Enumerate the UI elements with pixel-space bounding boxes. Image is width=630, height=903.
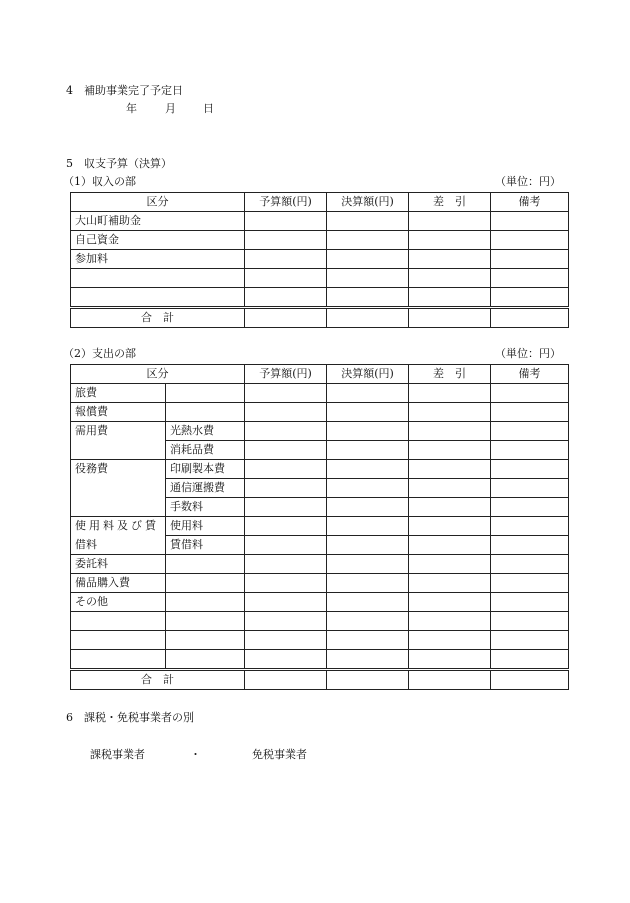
- remarks-cell[interactable]: [491, 517, 569, 536]
- remarks-cell[interactable]: [491, 269, 569, 288]
- difference-cell[interactable]: [409, 612, 491, 631]
- budget-cell[interactable]: [245, 441, 327, 460]
- difference-cell[interactable]: [409, 288, 491, 308]
- row-label: 自己資金: [71, 231, 245, 250]
- settlement-cell[interactable]: [327, 231, 409, 250]
- budget-cell[interactable]: [245, 517, 327, 536]
- settlement-cell[interactable]: [327, 308, 409, 328]
- remarks-cell[interactable]: [491, 288, 569, 308]
- budget-cell[interactable]: [245, 479, 327, 498]
- column-header: 決算額(円): [327, 193, 409, 212]
- remarks-cell[interactable]: [491, 593, 569, 612]
- budget-cell[interactable]: [245, 403, 327, 422]
- settlement-cell[interactable]: [327, 555, 409, 574]
- category-label: 備品購入費: [71, 574, 166, 593]
- column-header: 予算額(円): [245, 365, 327, 384]
- table-row: [71, 422, 569, 441]
- row-label: 参加料: [71, 250, 245, 269]
- remarks-cell[interactable]: [491, 212, 569, 231]
- section-5-heading: 5 収支予算（決算）: [66, 157, 172, 170]
- total-label: 合 計: [71, 670, 245, 690]
- table-row: [71, 631, 569, 650]
- difference-cell[interactable]: [409, 422, 491, 441]
- settlement-cell[interactable]: [327, 269, 409, 288]
- settlement-cell[interactable]: [327, 384, 409, 403]
- difference-cell[interactable]: [409, 631, 491, 650]
- section-4-heading: 4 補助事業完了予定日: [66, 84, 183, 97]
- category-label: 需用費: [71, 422, 166, 460]
- budget-cell[interactable]: [245, 308, 327, 328]
- table-row: [71, 593, 569, 612]
- subcategory-label: 印刷製本費: [166, 460, 245, 479]
- settlement-cell[interactable]: [327, 479, 409, 498]
- category-label[interactable]: [71, 631, 166, 650]
- subcategory-label: 手数料: [166, 498, 245, 517]
- subcategory-label: 使用料: [166, 517, 245, 536]
- category-label: 委託料: [71, 555, 166, 574]
- difference-cell[interactable]: [409, 498, 491, 517]
- column-header: 備考: [491, 365, 569, 384]
- budget-cell[interactable]: [245, 250, 327, 269]
- settlement-cell[interactable]: [327, 250, 409, 269]
- remarks-cell[interactable]: [491, 650, 569, 670]
- column-header: 決算額(円): [327, 365, 409, 384]
- difference-cell[interactable]: [409, 536, 491, 555]
- table-row: [71, 384, 569, 403]
- table-header-row: [71, 365, 569, 384]
- table-row: [71, 517, 569, 536]
- subcategory-label: 光熱水費: [166, 422, 245, 441]
- table-row: [71, 231, 569, 250]
- category-label-line-2: 借料: [71, 536, 166, 555]
- budget-cell[interactable]: [245, 384, 327, 403]
- difference-cell[interactable]: [409, 231, 491, 250]
- category-label: 役務費: [71, 460, 166, 517]
- difference-cell[interactable]: [409, 517, 491, 536]
- subcategory-label: 消耗品費: [166, 441, 245, 460]
- budget-cell[interactable]: [245, 631, 327, 650]
- difference-cell[interactable]: [409, 441, 491, 460]
- subcategory-label[interactable]: [166, 631, 245, 650]
- column-header: 区分: [71, 193, 245, 212]
- table-row: [71, 555, 569, 574]
- budget-cell[interactable]: [245, 460, 327, 479]
- subcategory-label: [166, 384, 245, 403]
- difference-cell[interactable]: [409, 460, 491, 479]
- subcategory-label[interactable]: [166, 612, 245, 631]
- budget-cell[interactable]: [245, 536, 327, 555]
- settlement-cell[interactable]: [327, 517, 409, 536]
- budget-cell[interactable]: [245, 670, 327, 690]
- difference-cell[interactable]: [409, 403, 491, 422]
- settlement-cell[interactable]: [327, 650, 409, 670]
- category-label: [71, 517, 166, 536]
- budget-cell[interactable]: [245, 574, 327, 593]
- settlement-cell[interactable]: [327, 536, 409, 555]
- budget-cell[interactable]: [245, 612, 327, 631]
- settlement-cell[interactable]: [327, 612, 409, 631]
- category-label: その他: [71, 593, 166, 612]
- settlement-cell[interactable]: [327, 441, 409, 460]
- settlement-cell[interactable]: [327, 574, 409, 593]
- difference-cell[interactable]: [409, 308, 491, 328]
- subcategory-label: 通信運搬費: [166, 479, 245, 498]
- subcategory-label: [166, 555, 245, 574]
- difference-cell[interactable]: [409, 555, 491, 574]
- table-row: [71, 612, 569, 631]
- difference-cell[interactable]: [409, 250, 491, 269]
- remarks-cell[interactable]: [491, 612, 569, 631]
- table-row: [71, 574, 569, 593]
- difference-cell[interactable]: [409, 593, 491, 612]
- settlement-cell[interactable]: [327, 212, 409, 231]
- subcategory-label: [166, 574, 245, 593]
- month-label: 月: [165, 102, 176, 115]
- expense-unit-label: （単位：円）: [495, 347, 561, 360]
- difference-cell[interactable]: [409, 479, 491, 498]
- category-label: 報償費: [71, 403, 166, 422]
- subcategory-label: [166, 403, 245, 422]
- difference-cell[interactable]: [409, 574, 491, 593]
- expense-table: [70, 364, 569, 690]
- table-row: [71, 460, 569, 479]
- settlement-cell[interactable]: [327, 670, 409, 690]
- year-label: 年: [126, 102, 137, 115]
- remarks-cell[interactable]: [491, 422, 569, 441]
- column-header: 差 引: [409, 365, 491, 384]
- category-label[interactable]: [71, 650, 166, 670]
- remarks-cell[interactable]: [491, 536, 569, 555]
- column-header: 予算額(円): [245, 193, 327, 212]
- category-label[interactable]: [71, 612, 166, 631]
- remarks-cell[interactable]: [491, 631, 569, 650]
- remarks-cell[interactable]: [491, 574, 569, 593]
- settlement-cell[interactable]: [327, 422, 409, 441]
- remarks-cell[interactable]: [491, 670, 569, 690]
- section-6-heading: 6 課税・免税事業者の別: [66, 711, 194, 724]
- table-header-row: [71, 193, 569, 212]
- budget-cell[interactable]: [245, 212, 327, 231]
- total-row: [71, 670, 569, 690]
- remarks-cell[interactable]: [491, 384, 569, 403]
- difference-cell[interactable]: [409, 269, 491, 288]
- taxable-option[interactable]: 課税事業者: [90, 748, 145, 761]
- remarks-cell[interactable]: [491, 479, 569, 498]
- settlement-cell[interactable]: [327, 288, 409, 308]
- remarks-cell[interactable]: [491, 250, 569, 269]
- column-header: 差 引: [409, 193, 491, 212]
- difference-cell[interactable]: [409, 650, 491, 670]
- exempt-option[interactable]: 免税事業者: [252, 748, 307, 761]
- budget-cell[interactable]: [245, 288, 327, 308]
- row-label[interactable]: [71, 269, 245, 288]
- settlement-cell[interactable]: [327, 593, 409, 612]
- budget-cell[interactable]: [245, 650, 327, 670]
- remarks-cell[interactable]: [491, 308, 569, 328]
- table-row: [71, 536, 569, 555]
- subcategory-label: 賃借料: [166, 536, 245, 555]
- budget-cell[interactable]: [245, 555, 327, 574]
- remarks-cell[interactable]: [491, 403, 569, 422]
- income-table: [70, 192, 569, 328]
- settlement-cell[interactable]: [327, 460, 409, 479]
- remarks-cell[interactable]: [491, 460, 569, 479]
- total-label: 合 計: [71, 308, 245, 328]
- budget-cell[interactable]: [245, 593, 327, 612]
- table-row: [71, 250, 569, 269]
- difference-cell[interactable]: [409, 670, 491, 690]
- subcategory-label: [166, 593, 245, 612]
- budget-cell[interactable]: [245, 498, 327, 517]
- settlement-cell[interactable]: [327, 498, 409, 517]
- remarks-cell[interactable]: [491, 441, 569, 460]
- category-label-line-1: 使用料及び賃: [75, 519, 159, 533]
- total-row: [71, 308, 569, 328]
- settlement-cell[interactable]: [327, 403, 409, 422]
- income-unit-label: （単位：円）: [495, 175, 561, 188]
- remarks-cell[interactable]: [491, 231, 569, 250]
- income-section-title: （1）収入の部: [63, 175, 136, 188]
- table-row: [71, 212, 569, 231]
- column-header: 区分: [71, 365, 245, 384]
- option-separator: ・: [190, 748, 201, 761]
- table-row: [71, 650, 569, 670]
- day-label: 日: [203, 102, 214, 115]
- row-label: 大山町補助金: [71, 212, 245, 231]
- table-row: [71, 403, 569, 422]
- budget-cell[interactable]: [245, 269, 327, 288]
- remarks-cell[interactable]: [491, 555, 569, 574]
- category-label: 旅費: [71, 384, 166, 403]
- expense-section-title: （2）支出の部: [63, 347, 136, 360]
- difference-cell[interactable]: [409, 384, 491, 403]
- table-row: [71, 269, 569, 288]
- budget-cell[interactable]: [245, 422, 327, 441]
- remarks-cell[interactable]: [491, 498, 569, 517]
- table-row: [71, 288, 569, 308]
- difference-cell[interactable]: [409, 212, 491, 231]
- row-label[interactable]: [71, 288, 245, 308]
- subcategory-label[interactable]: [166, 650, 245, 670]
- settlement-cell[interactable]: [327, 631, 409, 650]
- column-header: 備考: [491, 193, 569, 212]
- budget-cell[interactable]: [245, 231, 327, 250]
